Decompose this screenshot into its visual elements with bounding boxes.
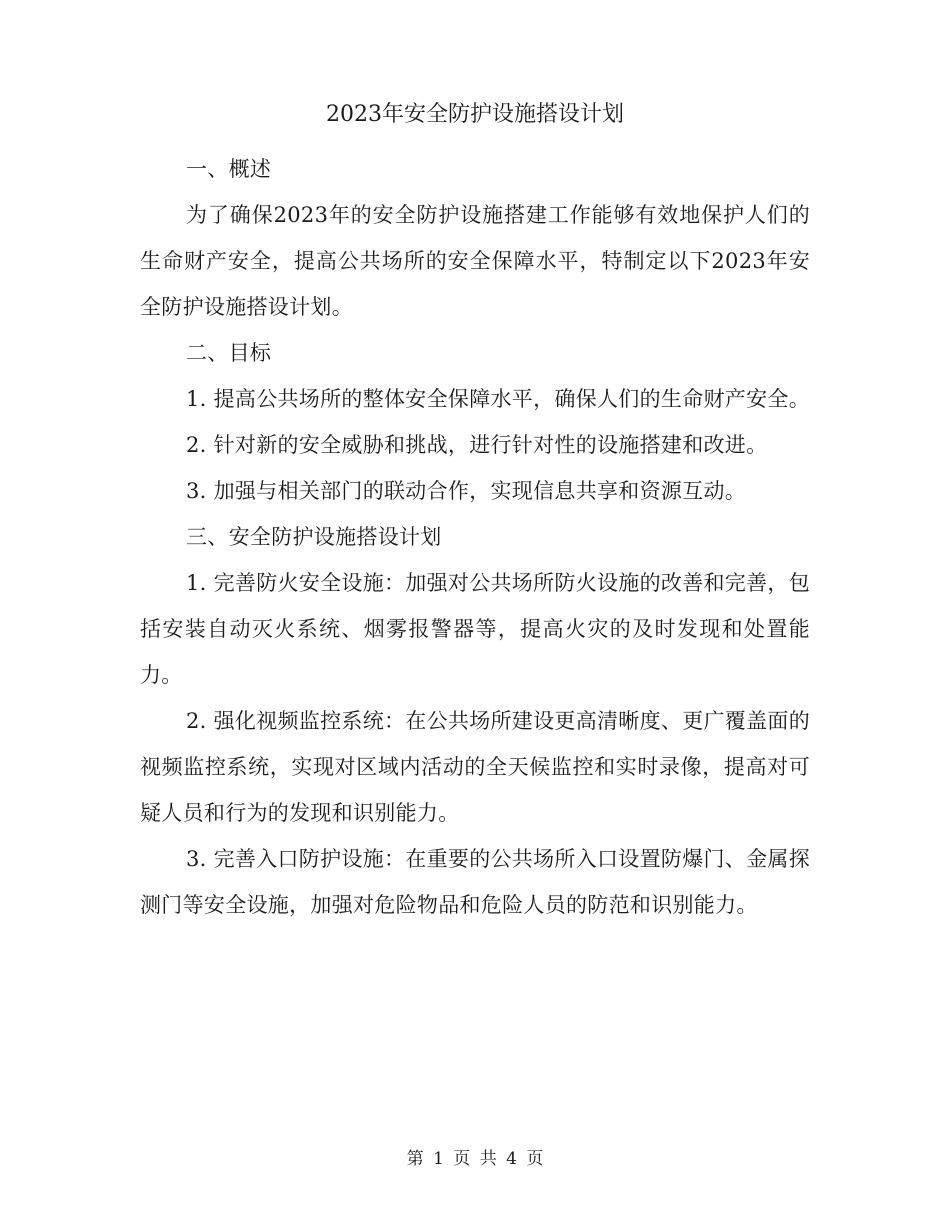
plan-item-1: 1. 完善防火安全设施：加强对公共场所防火设施的改善和完善，包括安装自动灭火系统、烟雾报警器等，提高火灾的及时发现和处置能力。: [140, 571, 811, 687]
document-title: 2023年安全防护设施搭设计划: [326, 102, 624, 127]
document-body: [140, 100, 810, 928]
overview-paragraph: 为了确保2023年的安全防护设施搭建工作能够有效地保护人们的生命财产安全，提高公共场所的安全保障水平，特制定以下2023年安全防护设施搭设计划。: [140, 203, 810, 319]
page-number-footer: 第 1 页 共 4 页: [406, 1149, 544, 1169]
goal-item-3: 3. 加强与相关部门的联动合作，实现信息共享和资源互动。: [186, 479, 747, 503]
plan-item-2: 2. 强化视频监控系统：在公共场所建设更高清晰度、更广覆盖面的视频监控系统，实现对区域内活动的全天候监控和实时录像，提高对可疑人员和行为的发现和识别能力。: [140, 709, 811, 825]
section-heading-goals: 二、目标: [186, 341, 272, 365]
section-heading-overview: 一、概述: [186, 157, 272, 181]
section-heading-plan: 三、安全防护设施搭设计划: [186, 525, 442, 549]
goal-item-1: 1. 提高公共场所的整体安全保障水平，确保人们的生命财产安全。: [186, 387, 811, 411]
plan-item-3: 3. 完善入口防护设施：在重要的公共场所入口设置防爆门、金属探测门等安全设施，加强对危险物品和危险人员的防范和识别能力。: [140, 847, 811, 917]
goal-item-2: 2. 针对新的安全威胁和挑战，进行针对性的设施搭建和改进。: [186, 433, 768, 457]
